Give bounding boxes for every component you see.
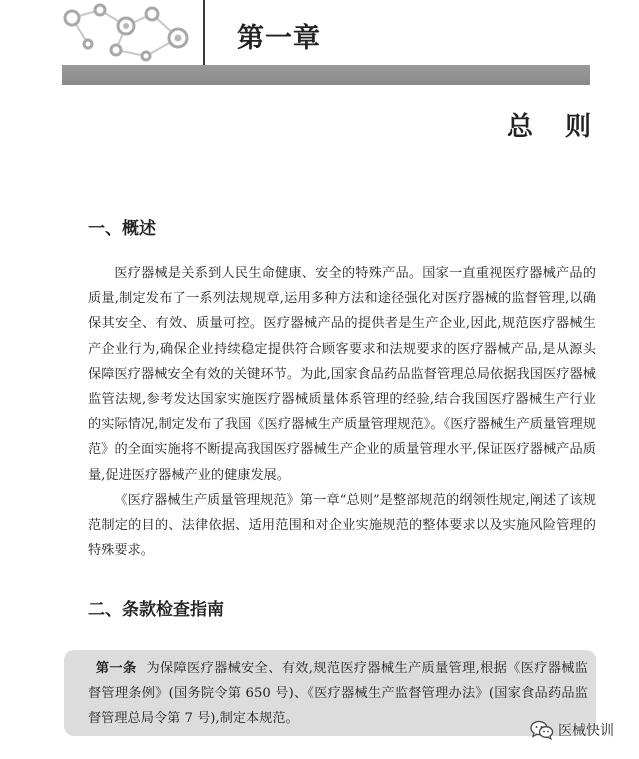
wechat-icon <box>530 720 554 740</box>
overview-paragraph-1: 医疗器械是关系到人民生命健康、安全的特殊产品。国家一直重视医疗器械产品的质量,制定发布了一系列法规规章,运用多种方法和途径强化对医疗器械的监督管理,以确保其安全、有效、质量可控。医疗器械产品的提供者是生产企业,因此,规范医疗器械生产企业行为,确保企业持续稳定提供符合顾客要求和法规要求的医疗器械产品,是从源头保障医疗器械安全有效的关键环节。为此,国家食品药品监督管理总局依据我国医疗器械监管法规,参考发达国家实施医疗器械质量体系管理的经验,结合我国医疗器械生产行业的实际情况,制定发布了我国《医疗器械生产质量管理规范》。《医疗器械生产质量管理规范》的全面实施将不断提高我国医疗器械生产企业的质量管理水平,保证医疗器械产品质量,促进医疗器械产业的健康发展。 <box>88 266 596 483</box>
molecule-decoration-icon <box>48 0 198 64</box>
section-heading-inspection-guide: 二、条款检查指南 <box>88 600 224 620</box>
watermark-text: 医械快训 <box>558 723 614 739</box>
overview-paragraph-2: 《医疗器械生产质量管理规范》第一章“总则”是整部规范的纲领性规定,阐述了该规范制定的目的、法律依据、适用范围和对企业实施规范的整体要求以及实施风险管理的特殊要求。 <box>88 493 596 559</box>
header-divider <box>203 0 205 70</box>
chapter-title: 第一章 <box>237 23 321 54</box>
article-1 <box>88 656 588 732</box>
watermark <box>530 718 614 742</box>
header-band <box>62 65 590 85</box>
article-text: 为保障医疗器械安全、有效,规范医疗器械生产质量管理,根据《医疗器械监督管理条例》(国务院令第 650 号)、《医疗器械生产监督管理办法》(国家食品药品监督管理总局令第 7 号),制定本规范。 <box>88 661 588 727</box>
section-heading-overview: 一、概述 <box>88 219 156 239</box>
article-label: 第一条 <box>95 661 137 676</box>
section-title: 总则 <box>506 112 623 142</box>
